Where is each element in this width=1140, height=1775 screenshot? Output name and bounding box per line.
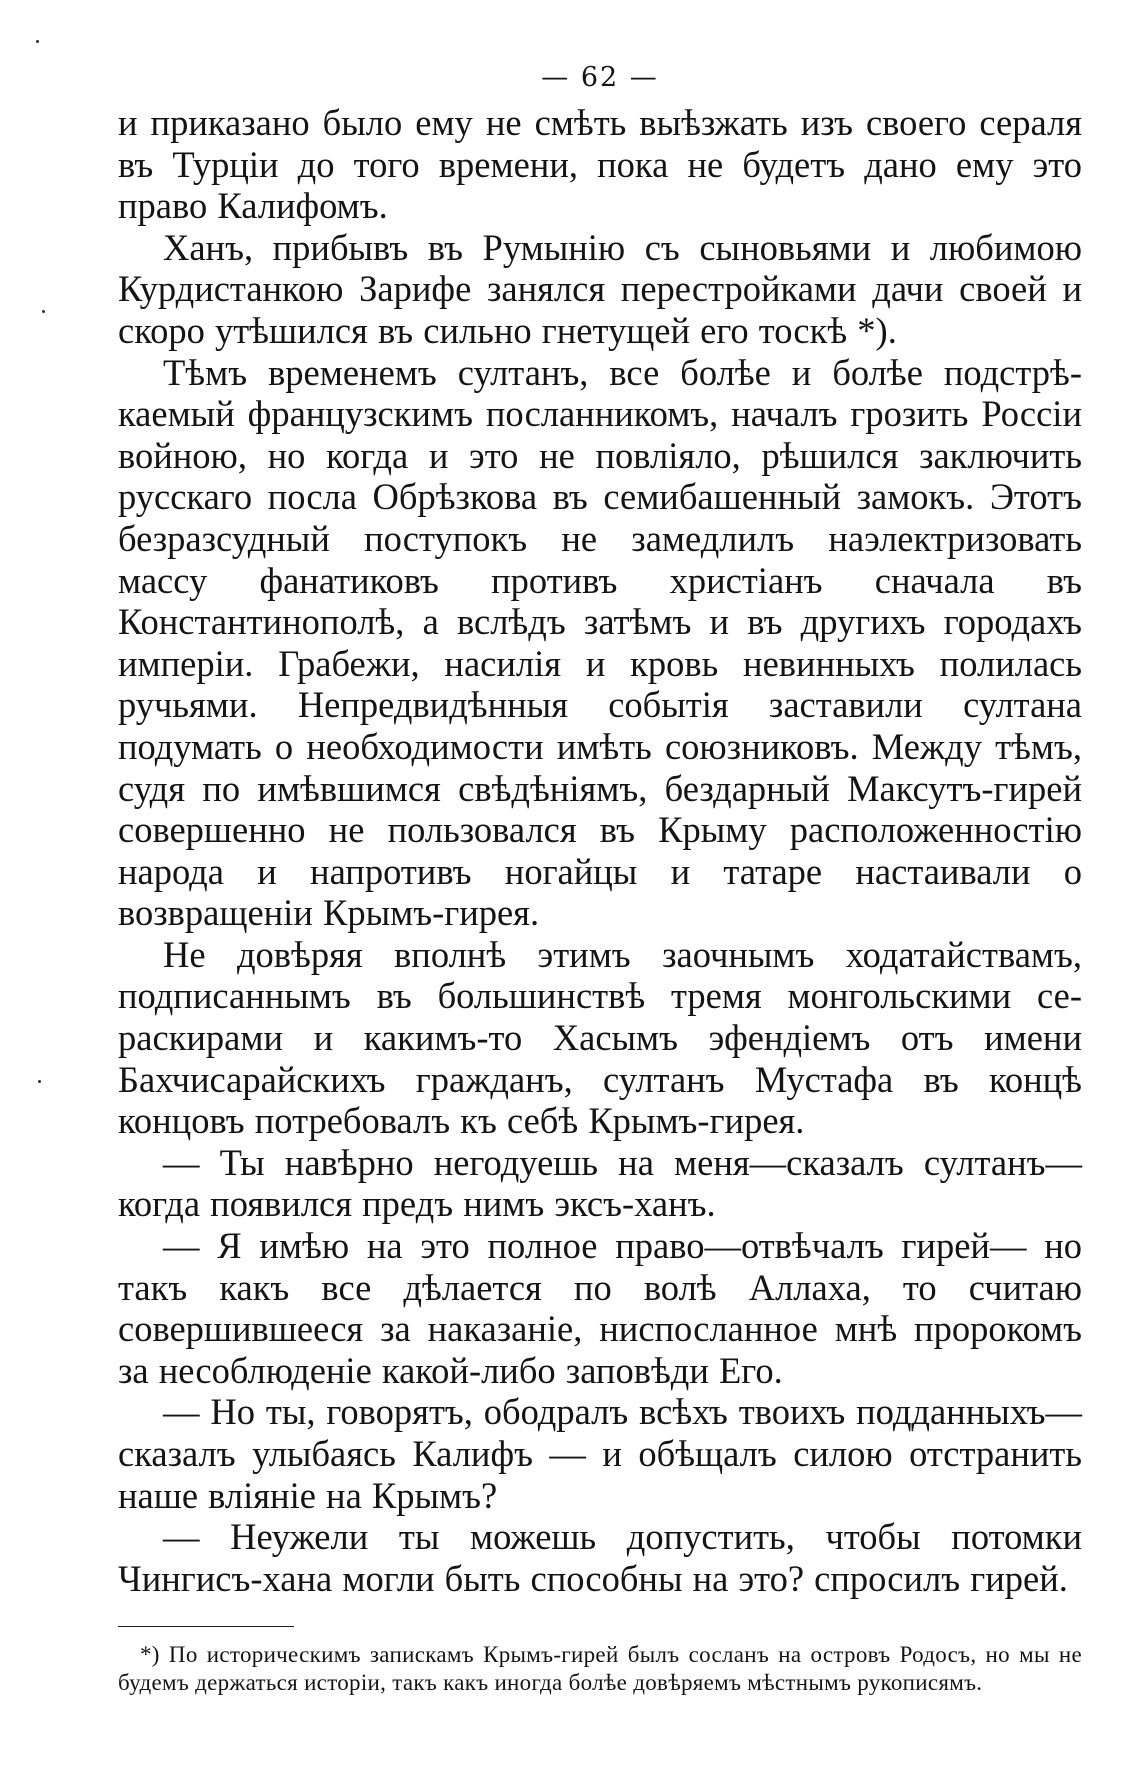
margin-speck [36,40,39,43]
paragraph: и приказано было ему не смѣть выѣзжать изъ своего сераля въ Турціи до того времени, пока не будетъ дано ему это право Калифомъ. [118,102,1082,227]
dialogue-paragraph: — Неужели ты можешь допустить, чтобы потомки Чингисъ-хана могли быть способны на это? спросилъ гирей. [118,1516,1082,1599]
footnote-divider [118,1626,294,1627]
dialogue-paragraph: — Но ты, говорятъ, ободралъ всѣхъ твоихъ подданныхъ—сказалъ улыбаясь Калифъ — и обѣщалъ силою отстранить наше вліяніе на Крымъ? [118,1391,1082,1516]
book-page [118,58,1082,1696]
dialogue-paragraph: — Ты навѣрно негодуешь на меня—сказалъ султанъ— когда появился предъ нимъ эксъ-ханъ. [118,1141,1082,1225]
margin-speck [38,1080,41,1083]
page-body [118,102,1082,1599]
margin-speck [42,310,45,313]
dialogue-paragraph: — Я имѣю на это полное право—отвѣчалъ гирей— но такъ какъ все дѣлается по волѣ Аллаха, то считаю совершившееся за наказаніе, ниспосланное мнѣ пророкомъ за несоблюденіе какой-либо заповѣди Его. [118,1225,1082,1391]
paragraph: Тѣмъ временемъ султанъ, все болѣе и болѣе подстрѣкаемый французскимъ посланникомъ, началъ грозить Россіи войною, но когда и это не повліяло, рѣшился заключить русскаго посла Обрѣзкова въ семибашенный замокъ. Этотъ безразсудный поступокъ не замедлилъ наэлектризовать массу фанатиковъ противъ христіанъ сначала въ Константинополѣ, а вслѣдъ затѣмъ и въ другихъ городахъ имперіи. Грабежи, насилія и кровь невинныхъ полилась ручьями. Непредвидѣнныя событія заставили султана подумать о необходимости имѣть союзниковъ. Между тѣмъ, судя по имѣвшимся свѣдѣніямъ, бездарный Максутъ-гирей совершенно не пользовался въ Крыму расположенностію народа и напротивъ ногайцы и татаре настаивали о возвращеніи Крымъ-гирея. [118,351,1082,934]
page-number: — 62 — [541,62,659,93]
paragraph: Не довѣряя вполнѣ этимъ заочнымъ ходатайствамъ, подписаннымъ въ большинствѣ тремя монгольскими сераскирами и какимъ-то Хасымъ эфендіемъ отъ имени Бахчисарайскихъ гражданъ, султанъ Мустафа въ концѣ концовъ потребовалъ къ себѣ Крымъ-гирея. [118,933,1082,1142]
paragraph: Ханъ, прибывъ въ Румынію съ сыновьями и любимою Курдистанкою Зарифе занялся перестройками дачи своей и скоро утѣшился въ сильно гнетущей его тоскѣ *). [118,226,1082,351]
footnote: *) По историческимъ запискамъ Крымъ-гирей былъ сосланъ на островъ Родосъ, но мы не будемъ держаться исторіи, такъ какъ иногда болѣе довѣряемъ мѣстнымъ рукописямъ. [118,1642,1082,1695]
